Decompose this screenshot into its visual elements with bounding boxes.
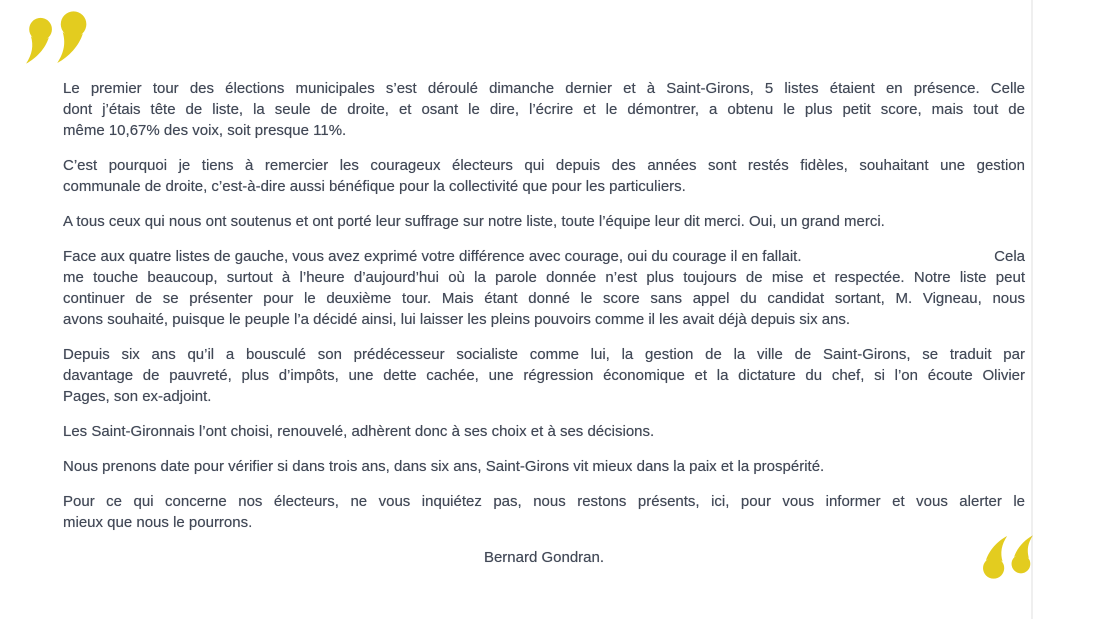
signature: Bernard Gondran.	[483, 549, 605, 566]
paragraph-line: avons souhaité, puisque le peuple l’a décidé ainsi, lui laisser les pleins pouvoirs comme il les avait déjà depuis six ans.	[63, 311, 851, 328]
opening-quote-icon	[26, 11, 90, 69]
paragraph-line: même 10,67% des voix, soit presque 11%.	[63, 122, 347, 139]
paragraph	[63, 491, 1025, 533]
paragraph-line: dont j’étais tête de liste, la seule de droite, et osant le dire, l’écrire et le démontrer, a obtenu le plus petit score, mais tout de	[63, 101, 1025, 118]
paragraph-line: communale de droite, c’est-à-dire aussi bénéfique pour la collectivité que pour les particuliers.	[63, 178, 686, 195]
line-left-segment: Face aux quatre listes de gauche, vous avez exprimé votre différence avec courage, oui du courage il en fallait.	[63, 248, 802, 265]
paragraph	[63, 344, 1025, 407]
scan-edge-line	[1031, 0, 1033, 619]
paragraph-line: davantage de pauvreté, plus d’impôts, une dette cachée, une régression économique et la dictature du chef, si l’on écoute Olivier	[63, 367, 1025, 384]
paragraph-line: continuer de se présenter pour le deuxième tour. Mais étant donné le score sans appel du candidat sortant, M. Vigneau, nous	[63, 290, 1025, 307]
paragraph-line: C’est pourquoi je tiens à remercier les courageux électeurs qui depuis des années sont restés fidèles, souhaitant une gestion	[63, 157, 1025, 174]
line-right-segment: Cela	[994, 248, 1025, 265]
paragraph	[63, 246, 1025, 330]
paragraph-line: Pour ce qui concerne nos électeurs, ne vous inquiétez pas, nous restons présents, ici, pour vous informer et vous alerter le	[63, 493, 1025, 510]
paragraph-line	[63, 246, 1025, 267]
paragraph	[63, 211, 1025, 232]
paragraph-line: Le premier tour des élections municipales s’est déroulé dimanche dernier et à Saint-Girons, 5 listes étaient en présence. Celle	[63, 80, 1025, 97]
paragraph-line: Les Saint-Gironnais l’ont choisi, renouvelé, adhèrent donc à ses choix et à ses décisions.	[63, 423, 655, 440]
paragraph	[63, 421, 1025, 442]
paragraph	[63, 456, 1025, 477]
paragraph-line: me touche beaucoup, surtout à l’heure d’aujourd’hui où la parole donnée n’est plus toujours de mise et respectée. Notre liste peut	[63, 269, 1025, 286]
paragraph-line: mieux que nous le pourrons.	[63, 514, 253, 531]
paragraph	[63, 155, 1025, 197]
paragraph-line: A tous ceux qui nous ont soutenus et ont porté leur suffrage sur notre liste, toute l’équipe leur dit merci. Oui, un grand merci.	[63, 213, 885, 230]
closing-quote-icon	[978, 531, 1035, 579]
paragraph-line: Pages, son ex-adjoint.	[63, 388, 212, 405]
letter-paragraphs	[63, 78, 1025, 533]
paragraph-line: Depuis six ans qu’il a bousculé son prédécesseur socialiste comme lui, la gestion de la ville de Saint-Girons, se traduit par	[63, 346, 1025, 363]
letter-body	[63, 78, 1025, 568]
paragraph	[63, 78, 1025, 141]
paragraph-line: Nous prenons date pour vérifier si dans trois ans, dans six ans, Saint-Girons vit mieux dans la paix et la prospérité.	[63, 458, 825, 475]
